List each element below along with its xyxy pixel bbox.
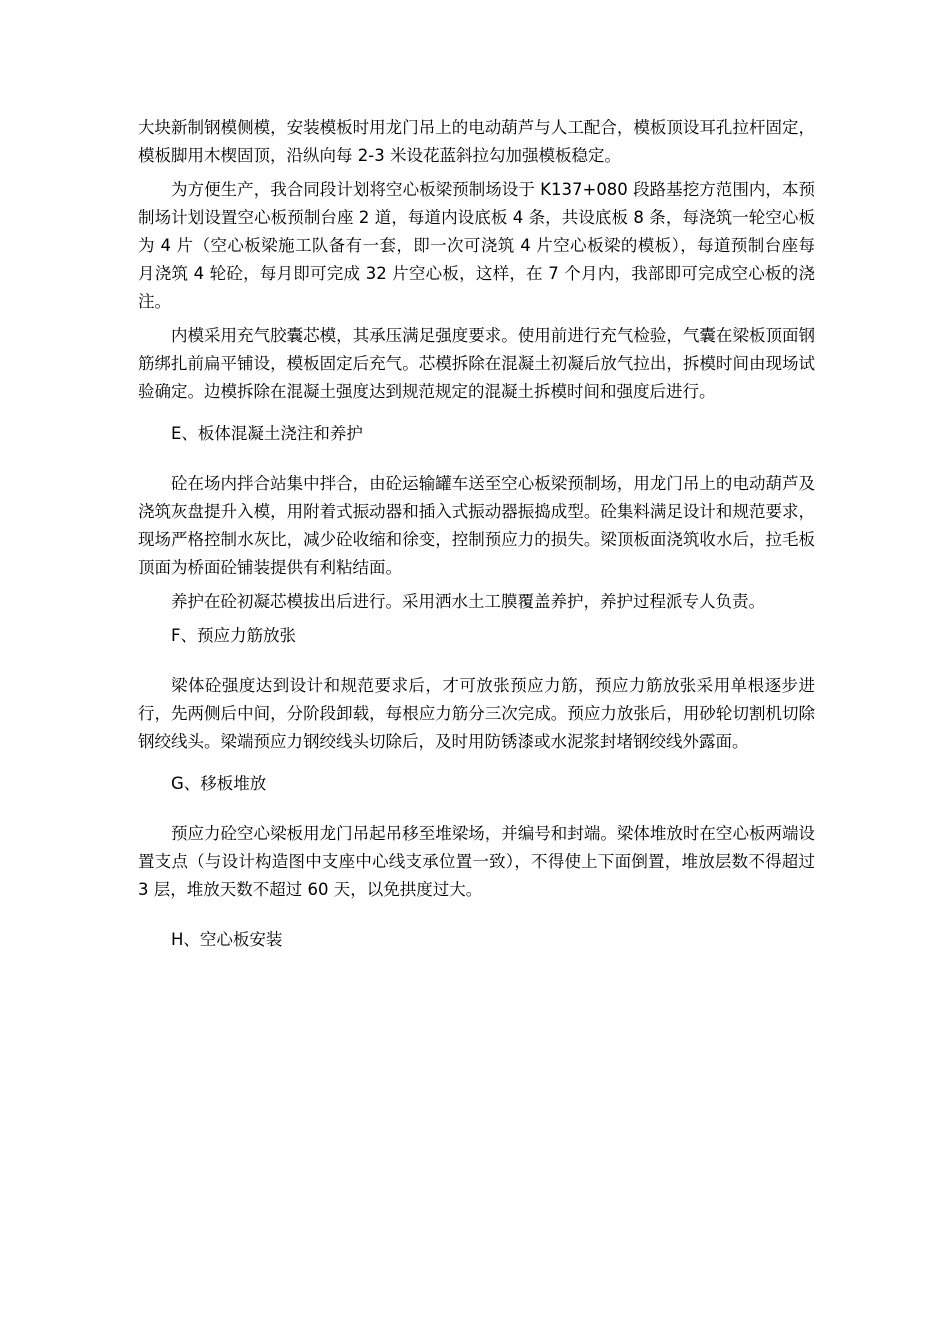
paragraph-concrete-pouring: 砼在场内拌合站集中拌合，由砼运输罐车送至空心板梁预制场，用龙门吊上的电动葫芦及浇筑灰盘提升入模，用附着式振动器和插入式振动器振捣成型。砼集料满足设计和规范要求，现场严格控制水灰比，减少砼收缩和徐变，控制预应力的损失。梁顶板面浇筑收水后，拉毛板顶面为桥面砼铺装提供有利粘结面。 <box>138 474 815 577</box>
section-heading-e: E、板体混凝土浇注和养护 <box>171 424 363 443</box>
document-page <box>138 114 815 954</box>
paragraph-prefab-yard-plan: 为方便生产，我合同段计划将空心板梁预制场设于 K137+080 段路基挖方范围内，本预制场计划设置空心板预制台座 2 道，每道内设底板 4 条，共设底板 8 条，每浇筑一轮空心板为 4 片（空心板梁施工队备有一套，即一次可浇筑 4 片空心板梁的模板），每道预制台座每月浇筑 4 轮砼，每月即可完成 32 片空心板，这样，在 7 个月内，我部即可完成空心板的浇注。 <box>138 180 815 311</box>
paragraph-formwork-continued: 大块新制钢模侧模，安装模板时用龙门吊上的电动葫芦与人工配合，模板顶设耳孔拉杆固定，模板脚用木楔固顶，沿纵向每 2-3 米设花蓝斜拉勾加强模板稳定。 <box>138 118 815 165</box>
section-heading-h: H、空心板安装 <box>171 930 283 949</box>
paragraph-prestress-release: 梁体砼强度达到设计和规范要求后，才可放张预应力筋，预应力筋放张采用单根逐步进行，先两侧后中间，分阶段卸载，每根应力筋分三次完成。预应力放张后，用砂轮切割机切除钢绞线头。梁端预应力钢绞线头切除后，及时用防锈漆或水泥浆封堵钢绞线外露面。 <box>138 676 815 751</box>
paragraph-beam-stacking: 预应力砼空心梁板用龙门吊起吊移至堆梁场，并编号和封端。梁体堆放时在空心板两端设置支点（与设计构造图中支座中心线支承位置一致），不得使上下面倒置，堆放层数不得超过 3 层，堆放天数不超过 60 天，以免拱度过大。 <box>138 824 815 899</box>
section-heading-f: F、预应力筋放张 <box>171 626 296 645</box>
section-heading-g: G、移板堆放 <box>171 774 267 793</box>
paragraph-inner-mold: 内模采用充气胶囊芯模，其承压满足强度要求。使用前进行充气检验，气囊在梁板顶面钢筋绑扎前扁平铺设，模板固定后充气。芯模拆除在混凝土初凝后放气拉出，拆模时间由现场试验确定。边模拆除在混凝土强度达到规范规定的混凝土拆模时间和强度后进行。 <box>138 326 815 401</box>
paragraph-curing: 养护在砼初凝芯模拔出后进行。采用洒水土工膜覆盖养护，养护过程派专人负责。 <box>171 592 765 611</box>
